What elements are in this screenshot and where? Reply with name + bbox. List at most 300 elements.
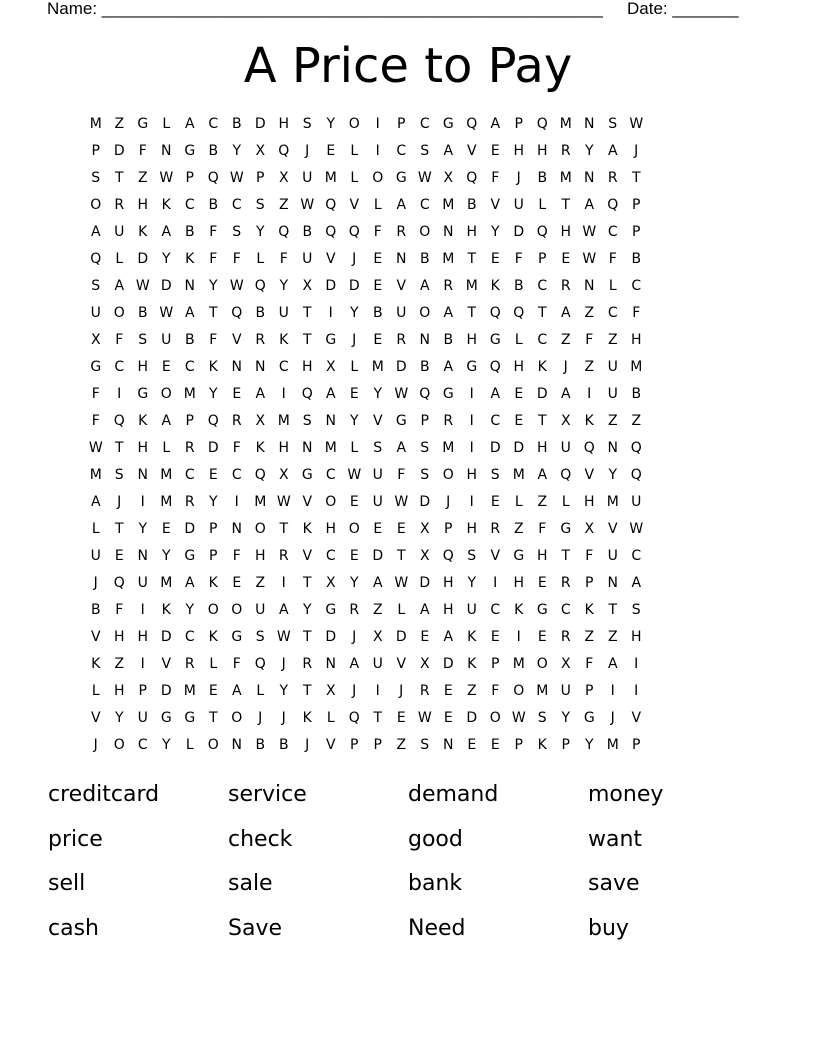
grid-letter: H: [113, 629, 125, 645]
grid-letter: M: [606, 494, 619, 510]
grid-letter: A: [184, 305, 195, 321]
grid-letter: Q: [536, 116, 548, 132]
grid-letter: A: [607, 143, 618, 159]
grid-letter: J: [352, 683, 357, 699]
grid-letter: A: [349, 656, 360, 672]
grid-letter: X: [325, 683, 336, 699]
grid-letter: Y: [208, 278, 218, 294]
grid-letter: X: [255, 413, 266, 429]
grid-letter: M: [559, 116, 572, 132]
grid-letter: F: [115, 332, 124, 348]
word-list-item: bank: [408, 871, 463, 896]
grid-row: [84, 412, 648, 439]
grid-letter: C: [537, 278, 548, 294]
grid-letter: E: [514, 386, 524, 402]
grid-letter: K: [537, 737, 547, 753]
grid-letter: Q: [113, 413, 125, 429]
grid-letter: A: [537, 467, 548, 483]
grid-letter: T: [537, 305, 547, 321]
grid-letter: C: [231, 467, 242, 483]
grid-letter: U: [161, 332, 172, 348]
grid-letter: W: [629, 521, 644, 537]
grid-letter: H: [442, 575, 454, 591]
grid-letter: R: [114, 197, 125, 213]
word-list-item: want: [588, 826, 643, 852]
grid-letter: S: [537, 710, 547, 726]
grid-letter: Q: [489, 359, 501, 375]
grid-row: [84, 250, 648, 277]
grid-letter: W: [417, 710, 432, 726]
grid-letter: I: [140, 656, 145, 672]
grid-letter: R: [184, 656, 195, 672]
grid-letter: D: [536, 386, 548, 402]
grid-letter: V: [584, 467, 595, 483]
grid-letter: O: [231, 710, 243, 726]
grid-letter: Q: [583, 440, 595, 456]
grid-letter: G: [184, 143, 196, 159]
grid-letter: L: [185, 737, 194, 753]
grid-letter: Y: [467, 575, 477, 591]
grid-letter: P: [514, 116, 523, 132]
grid-letter: U: [278, 305, 289, 321]
grid-letter: G: [184, 548, 196, 564]
grid-letter: W: [629, 116, 644, 132]
grid-letter: G: [513, 548, 525, 564]
grid-letter: H: [630, 332, 642, 348]
grid-letter: V: [90, 629, 101, 645]
grid-letter: B: [278, 737, 289, 753]
grid-letter: Y: [584, 143, 594, 159]
grid-letter: H: [137, 629, 149, 645]
grid-letter: Z: [466, 683, 477, 699]
grid-letter: Q: [489, 305, 501, 321]
grid-letter: Y: [584, 737, 594, 753]
grid-letter: F: [209, 251, 218, 267]
grid-letter: D: [442, 656, 454, 672]
grid-letter: Y: [185, 602, 195, 618]
word-list-item: check: [228, 826, 293, 852]
grid-letter: W: [394, 386, 409, 402]
grid-letter: A: [278, 602, 289, 618]
grid-letter: E: [114, 548, 124, 564]
grid-letter: V: [490, 548, 501, 564]
grid-letter: F: [538, 521, 547, 537]
grid-letter: M: [324, 440, 337, 456]
grid-letter: E: [396, 521, 406, 537]
grid-letter: F: [232, 548, 241, 564]
grid-letter: A: [325, 386, 336, 402]
grid-letter: Y: [349, 575, 359, 591]
grid-letter: N: [302, 440, 313, 456]
grid-letter: W: [159, 305, 174, 321]
grid-letter: G: [231, 629, 243, 645]
grid-letter: N: [325, 656, 336, 672]
grid-letter: Z: [631, 413, 642, 429]
grid-letter: S: [608, 116, 618, 132]
grid-letter: K: [467, 629, 477, 645]
grid-letter: L: [91, 521, 100, 537]
grid-letter: Q: [278, 143, 290, 159]
grid-letter: A: [560, 386, 571, 402]
grid-letter: E: [373, 251, 383, 267]
grid-row: [84, 358, 648, 385]
grid-letter: P: [256, 170, 265, 186]
grid-letter: F: [232, 440, 241, 456]
grid-row: [84, 628, 648, 655]
grid-letter: V: [302, 494, 313, 510]
grid-letter: L: [350, 440, 359, 456]
word-list-item: sell: [48, 871, 86, 896]
grid-letter: A: [443, 305, 454, 321]
grid-letter: R: [607, 170, 618, 186]
grid-letter: H: [630, 629, 642, 645]
grid-letter: T: [631, 170, 641, 186]
grid-letter: D: [184, 521, 196, 537]
grid-letter: J: [610, 710, 615, 726]
grid-letter: H: [113, 683, 125, 699]
grid-letter: T: [537, 413, 547, 429]
grid-letter: S: [302, 413, 312, 429]
grid-letter: U: [396, 305, 407, 321]
grid-letter: U: [513, 197, 524, 213]
grid-letter: Q: [630, 440, 642, 456]
grid-letter: O: [419, 305, 431, 321]
grid-letter: B: [184, 332, 195, 348]
grid-row: [84, 277, 648, 304]
grid-letter: X: [325, 575, 336, 591]
grid-letter: I: [469, 413, 474, 429]
grid-letter: N: [584, 116, 595, 132]
grid-letter: Z: [537, 494, 548, 510]
grid-letter: X: [560, 656, 571, 672]
grid-letter: Z: [372, 602, 383, 618]
grid-letter: X: [560, 413, 571, 429]
grid-letter: T: [302, 629, 312, 645]
grid-letter: M: [606, 737, 619, 753]
grid-letter: L: [514, 332, 523, 348]
grid-letter: N: [184, 278, 195, 294]
grid-letter: A: [631, 575, 642, 591]
grid-letter: F: [585, 548, 594, 564]
grid-letter: U: [372, 656, 383, 672]
grid-row: [84, 169, 648, 196]
grid-letter: K: [490, 278, 500, 294]
grid-letter: B: [208, 197, 219, 213]
grid-letter: I: [634, 656, 639, 672]
grid-letter: L: [561, 494, 570, 510]
grid-letter: Q: [325, 197, 337, 213]
grid-letter: I: [140, 602, 145, 618]
grid-letter: T: [302, 305, 312, 321]
grid-letter: F: [232, 656, 241, 672]
grid-letter: Q: [607, 197, 619, 213]
grid-letter: H: [442, 602, 454, 618]
grid-letter: T: [467, 305, 477, 321]
grid-letter: K: [584, 602, 594, 618]
grid-letter: M: [512, 656, 525, 672]
grid-letter: F: [632, 305, 641, 321]
grid-row: [84, 493, 648, 520]
grid-letter: E: [373, 332, 383, 348]
grid-letter: X: [372, 629, 383, 645]
grid-letter: L: [514, 494, 523, 510]
grid-letter: A: [396, 440, 407, 456]
grid-letter: D: [254, 116, 266, 132]
grid-letter: O: [231, 602, 243, 618]
grid-letter: O: [513, 683, 525, 699]
grid-letter: Q: [207, 170, 219, 186]
grid-letter: L: [326, 710, 335, 726]
grid-letter: C: [231, 197, 242, 213]
grid-letter: H: [137, 197, 149, 213]
grid-letter: A: [255, 386, 266, 402]
grid-letter: D: [137, 251, 149, 267]
grid-letter: G: [466, 359, 478, 375]
grid-letter: C: [114, 359, 125, 375]
grid-letter: V: [372, 413, 383, 429]
grid-letter: O: [372, 170, 384, 186]
grid-letter: U: [560, 440, 571, 456]
grid-letter: T: [302, 683, 312, 699]
grid-letter: V: [607, 521, 618, 537]
grid-letter: Z: [255, 575, 266, 591]
grid-letter: T: [302, 332, 312, 348]
grid-letter: N: [325, 413, 336, 429]
grid-row: [84, 574, 648, 601]
grid-letter: B: [419, 359, 430, 375]
grid-letter: E: [490, 494, 500, 510]
grid-letter: V: [325, 251, 336, 267]
grid-letter: H: [325, 521, 337, 537]
grid-letter: T: [114, 521, 124, 537]
grid-letter: I: [281, 386, 286, 402]
grid-letter: V: [490, 197, 501, 213]
grid-letter: J: [516, 170, 521, 186]
grid-row: [84, 655, 648, 682]
grid-letter: R: [419, 683, 430, 699]
grid-letter: F: [397, 467, 406, 483]
grid-letter: M: [442, 440, 455, 456]
grid-letter: W: [394, 494, 409, 510]
grid-letter: P: [420, 413, 429, 429]
grid-letter: E: [396, 710, 406, 726]
grid-letter: Q: [278, 224, 290, 240]
grid-letter: L: [115, 251, 124, 267]
grid-letter: B: [443, 332, 454, 348]
grid-letter: P: [632, 197, 641, 213]
grid-letter: I: [140, 494, 145, 510]
grid-letter: S: [490, 467, 500, 483]
grid-letter: T: [279, 521, 289, 537]
grid-letter: S: [232, 224, 242, 240]
grid-letter: R: [184, 494, 195, 510]
grid-letter: Q: [301, 386, 313, 402]
grid-letter: A: [114, 278, 125, 294]
grid-letter: B: [90, 602, 101, 618]
grid-letter: C: [184, 197, 195, 213]
grid-letter: Y: [373, 386, 383, 402]
grid-letter: M: [371, 359, 384, 375]
grid-letter: O: [160, 386, 172, 402]
grid-letter: U: [137, 575, 148, 591]
grid-letter: Z: [278, 197, 289, 213]
grid-letter: K: [185, 251, 195, 267]
grid-letter: H: [137, 440, 149, 456]
grid-letter: N: [231, 521, 242, 537]
grid-letter: R: [396, 332, 407, 348]
grid-row: [84, 601, 648, 628]
grid-letter: C: [184, 467, 195, 483]
grid-letter: E: [349, 494, 359, 510]
grid-letter: V: [325, 737, 336, 753]
word-list-item: good: [408, 826, 463, 852]
grid-letter: J: [446, 494, 451, 510]
grid-letter: K: [161, 197, 171, 213]
grid-letter: V: [161, 656, 172, 672]
grid-letter: C: [631, 278, 642, 294]
grid-letter: Y: [279, 278, 289, 294]
grid-letter: E: [443, 710, 453, 726]
grid-letter: A: [372, 575, 383, 591]
grid-row: [84, 385, 648, 412]
grid-letter: V: [90, 710, 101, 726]
grid-letter: U: [607, 359, 618, 375]
grid-letter: K: [255, 440, 265, 456]
word-search-grid: [84, 115, 648, 763]
grid-letter: Z: [607, 629, 618, 645]
grid-letter: U: [631, 494, 642, 510]
grid-letter: X: [90, 332, 101, 348]
grid-letter: B: [184, 224, 195, 240]
grid-letter: E: [208, 467, 218, 483]
grid-letter: K: [208, 575, 218, 591]
grid-letter: N: [396, 251, 407, 267]
grid-letter: V: [231, 332, 242, 348]
grid-letter: M: [183, 386, 196, 402]
grid-letter: E: [443, 683, 453, 699]
grid-letter: F: [279, 251, 288, 267]
grid-letter: X: [584, 521, 595, 537]
grid-letter: N: [443, 737, 454, 753]
grid-letter: J: [399, 683, 404, 699]
grid-letter: A: [490, 386, 501, 402]
grid-letter: E: [161, 521, 171, 537]
grid-letter: G: [560, 521, 572, 537]
grid-letter: E: [490, 629, 500, 645]
grid-letter: Z: [114, 116, 125, 132]
grid-letter: M: [254, 494, 267, 510]
grid-letter: J: [258, 710, 263, 726]
grid-letter: H: [536, 143, 548, 159]
grid-letter: H: [466, 224, 478, 240]
grid-letter: K: [208, 359, 218, 375]
grid-letter: Y: [561, 710, 571, 726]
grid-letter: A: [161, 224, 172, 240]
grid-letter: I: [469, 440, 474, 456]
grid-letter: P: [538, 251, 547, 267]
grid-letter: F: [91, 386, 100, 402]
grid-letter: L: [350, 359, 359, 375]
grid-letter: P: [585, 575, 594, 591]
grid-letter: N: [584, 278, 595, 294]
grid-letter: X: [419, 656, 430, 672]
grid-letter: D: [395, 359, 407, 375]
word-list-item: demand: [408, 782, 499, 807]
grid-letter: U: [114, 224, 125, 240]
grid-letter: D: [207, 440, 219, 456]
grid-letter: U: [607, 386, 618, 402]
grid-letter: C: [560, 602, 571, 618]
grid-letter: W: [276, 494, 291, 510]
grid-letter: O: [442, 467, 454, 483]
grid-letter: Y: [490, 224, 500, 240]
grid-letter: K: [302, 521, 312, 537]
grid-letter: Z: [584, 359, 595, 375]
word-list-item: buy: [588, 915, 629, 941]
grid-letter: G: [395, 413, 407, 429]
grid-letter: M: [559, 170, 572, 186]
grid-letter: S: [631, 602, 641, 618]
grid-letter: Y: [326, 116, 336, 132]
grid-letter: F: [373, 224, 382, 240]
grid-letter: N: [443, 224, 454, 240]
grid-letter: R: [278, 548, 289, 564]
grid-letter: E: [490, 143, 500, 159]
grid-letter: W: [582, 251, 597, 267]
grid-letter: E: [490, 251, 500, 267]
grid-letter: P: [209, 521, 218, 537]
grid-letter: E: [326, 143, 336, 159]
grid-letter: B: [302, 224, 313, 240]
grid-letter: E: [514, 413, 524, 429]
grid-letter: D: [466, 710, 478, 726]
grid-letter: Y: [302, 602, 312, 618]
grid-letter: D: [489, 440, 501, 456]
grid-letter: S: [373, 440, 383, 456]
grid-letter: T: [302, 575, 312, 591]
grid-letter: I: [493, 575, 498, 591]
grid-letter: R: [302, 656, 313, 672]
grid-letter: B: [231, 116, 242, 132]
word-list-item: save: [588, 871, 640, 896]
grid-letter: I: [328, 305, 333, 321]
grid-letter: D: [419, 494, 431, 510]
word-list-item: Save: [228, 915, 283, 941]
grid-letter: S: [302, 116, 312, 132]
grid-letter: T: [208, 710, 218, 726]
grid-letter: I: [375, 683, 380, 699]
grid-letter: I: [469, 386, 474, 402]
grid-letter: Q: [325, 224, 337, 240]
grid-letter: N: [584, 170, 595, 186]
grid-letter: U: [302, 170, 313, 186]
grid-letter: A: [419, 602, 430, 618]
grid-letter: M: [536, 683, 549, 699]
grid-letter: D: [325, 629, 337, 645]
grid-letter: H: [466, 332, 478, 348]
grid-letter: R: [560, 575, 571, 591]
grid-letter: Y: [349, 413, 359, 429]
grid-letter: L: [538, 197, 547, 213]
grid-letter: O: [90, 197, 102, 213]
grid-letter: B: [631, 386, 642, 402]
grid-letter: Y: [138, 521, 148, 537]
grid-letter: I: [117, 386, 122, 402]
grid-letter: Z: [584, 305, 595, 321]
grid-letter: T: [467, 251, 477, 267]
grid-letter: T: [208, 305, 218, 321]
grid-letter: Y: [208, 386, 218, 402]
